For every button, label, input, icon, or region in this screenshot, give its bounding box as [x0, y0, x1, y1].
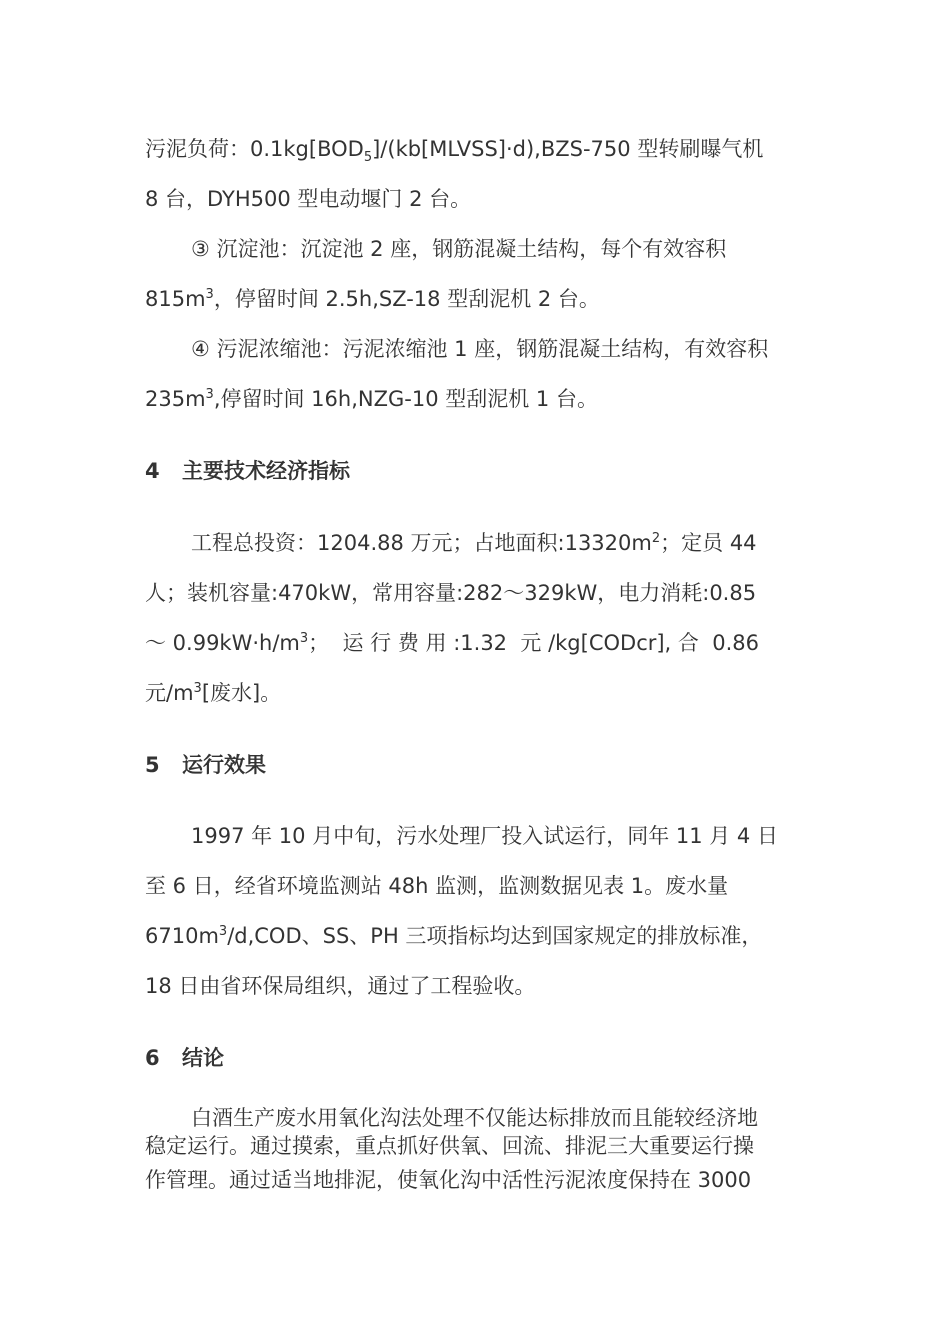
text-segment: 元/m [145, 681, 194, 705]
paragraph-results-line-4: 18 日由省环保局组织，通过了工程验收。 [145, 974, 536, 998]
section-title: 主要技术经济指标 [182, 459, 350, 483]
superscript: 3 [205, 387, 214, 402]
superscript: 3 [299, 631, 309, 646]
superscript: 3 [218, 924, 228, 939]
superscript: 3 [193, 681, 202, 696]
paragraph-results-line-2: 至 6 日，经省环境监测站 48h 监测，监测数据见表 1。废水量 [145, 874, 729, 898]
text-segment: ；定员 44 [660, 531, 757, 555]
text-segment: [废水]。 [201, 681, 282, 705]
paragraph-thickener-line-2 [145, 384, 598, 414]
section-heading-4 [145, 456, 350, 486]
paragraph-conclusion-line-3: 作管理。通过适当地排泥，使氧化沟中活性污泥浓度保持在 3000 [145, 1168, 752, 1192]
text-segment: 污泥负荷：0.1kg[BOD [145, 137, 364, 161]
paragraph-economics-line-1 [191, 528, 757, 558]
paragraph-economics-line-4 [145, 678, 281, 708]
paragraph-results-line-1: 1997 年 10 月中旬，污水处理厂投入试运行，同年 11 月 4 日 [191, 824, 778, 848]
text-segment: ～ 0.99kW·h/m [145, 631, 300, 655]
paragraph-aeration-line-1 [145, 134, 763, 164]
text-segment: ]/(kb[MLVSS]·d),BZS-750 型转刷曝气机 [372, 137, 764, 161]
paragraph-economics-line-3 [145, 628, 759, 658]
text-segment: ,停留时间 16h,NZG-10 型刮泥机 1 台。 [213, 387, 598, 411]
text-segment: ； 运 行 费 用 :1.32 元 /kg[CODcr], 合 0.86 [308, 631, 760, 655]
paragraph-sedimentation-line-1: ③ 沉淀池：沉淀池 2 座，钢筋混凝土结构，每个有效容积 [191, 237, 727, 261]
text-segment: 工程总投资：1204.88 万元；占地面积:13320m [191, 531, 652, 555]
text-segment: ，停留时间 2.5h,SZ-18 型刮泥机 2 台。 [213, 287, 600, 311]
paragraph-sedimentation-line-2 [145, 284, 600, 314]
paragraph-aeration-line-2: 8 台，DYH500 型电动堰门 2 台。 [145, 187, 472, 211]
superscript: 2 [651, 531, 661, 546]
paragraph-conclusion-line-2: 稳定运行。通过摸索，重点抓好供氧、回流、排泥三大重要运行操 [145, 1134, 754, 1158]
section-heading-6 [145, 1043, 224, 1073]
text-segment: 6710m [145, 924, 219, 948]
paragraph-conclusion-line-1: 白酒生产废水用氧化沟法处理不仅能达标排放而且能较经济地 [191, 1106, 758, 1130]
text-segment: 235m [145, 387, 206, 411]
section-title: 结论 [182, 1046, 224, 1070]
section-number: 6 [145, 1046, 160, 1070]
subscript: 5 [363, 150, 373, 166]
superscript: 3 [205, 287, 214, 302]
section-number: 5 [145, 753, 160, 777]
section-heading-5 [145, 750, 266, 780]
text-segment: 815m [145, 287, 206, 311]
paragraph-economics-line-2: 人；装机容量:470kW，常用容量:282～329kW，电力消耗:0.85 [145, 581, 757, 605]
text-segment: /d,COD、SS、PH 三项指标均达到国家规定的排放标准， [227, 924, 763, 948]
paragraph-results-line-3 [145, 921, 762, 951]
section-number: 4 [145, 459, 160, 483]
paragraph-thickener-line-1: ④ 污泥浓缩池：污泥浓缩池 1 座，钢筋混凝土结构，有效容积 [191, 337, 769, 361]
section-title: 运行效果 [182, 753, 266, 777]
